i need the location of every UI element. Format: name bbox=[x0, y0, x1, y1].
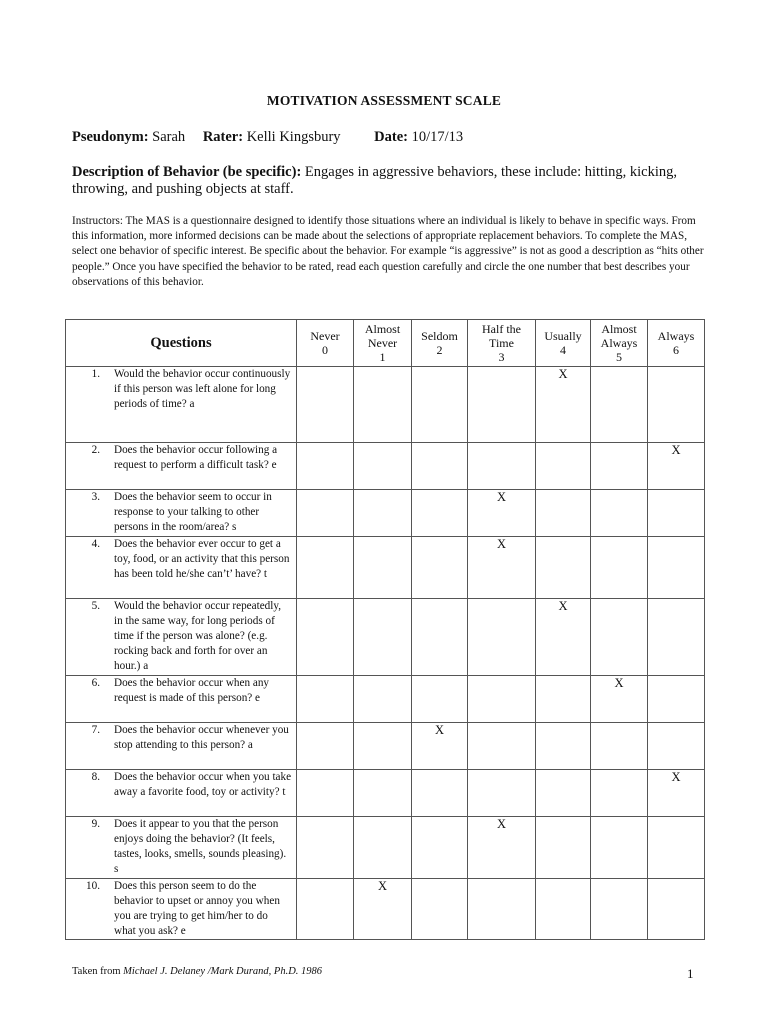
rating-cell-5[interactable] bbox=[591, 723, 648, 770]
rating-cell-1[interactable] bbox=[354, 879, 412, 940]
column-label: Seldom bbox=[421, 329, 458, 343]
question-text: Does the behavior occur whenever you stop attending to this person? a bbox=[114, 724, 289, 751]
question-number: 7. bbox=[91, 724, 100, 736]
question-cell bbox=[66, 723, 297, 770]
rater-value: Kelli Kingsbury bbox=[246, 129, 341, 145]
table-row bbox=[66, 676, 705, 723]
rating-cell-1[interactable] bbox=[354, 770, 412, 817]
date-label: Date: bbox=[374, 129, 408, 145]
rating-cell-5[interactable] bbox=[591, 676, 648, 723]
rating-mark: X bbox=[671, 770, 681, 784]
rating-cell-4[interactable] bbox=[536, 817, 591, 879]
assessment-table bbox=[65, 319, 705, 940]
footer-citation bbox=[72, 966, 322, 977]
question-text: Does the behavior occur following a request to perform a difficult task? e bbox=[114, 444, 278, 471]
rating-cell-5[interactable] bbox=[591, 879, 648, 940]
question-text: Would the behavior occur repeatedly, in the same way, for long periods of time if the person was alone? (e.g. rocking back and forth for over an hour.) a bbox=[114, 600, 282, 672]
question-cell bbox=[66, 599, 297, 676]
rating-cell-0[interactable] bbox=[297, 879, 354, 940]
question-number: 4. bbox=[91, 538, 100, 550]
rating-cell-1[interactable] bbox=[354, 443, 412, 490]
pseudonym-label: Pseudonym: bbox=[72, 129, 149, 145]
rating-cell-5[interactable] bbox=[591, 537, 648, 599]
rating-cell-3[interactable] bbox=[468, 817, 536, 879]
rating-cell-5[interactable] bbox=[591, 599, 648, 676]
footer-source: Michael J. Delaney /Mark Durand, Ph.D. 1986 bbox=[123, 966, 323, 977]
rating-cell-4[interactable] bbox=[536, 599, 591, 676]
rating-cell-1[interactable] bbox=[354, 599, 412, 676]
column-header-2 bbox=[412, 320, 468, 367]
rating-mark: X bbox=[496, 490, 507, 504]
instructions: Instructors: The MAS is a questionnaire designed to identify those situations where an individual is likely to behave in specific ways. From this information, more informed decisions can be made about the selections of appropriate replacement behaviors. To complete the MAS, select one behavior of specific interest. Be specific about the behavior. For example “is aggressive” is not as good a description as “hits other people.” Once you have specified the behavior to be rated, read each question carefully and circle the one number that best describes your observations of this behavior. bbox=[72, 215, 704, 288]
rating-cell-1[interactable] bbox=[354, 537, 412, 599]
table-header-row bbox=[66, 320, 705, 367]
column-label: Never bbox=[310, 329, 340, 343]
table-row bbox=[66, 599, 705, 676]
question-number: 9. bbox=[91, 818, 100, 830]
rating-cell-0[interactable] bbox=[297, 723, 354, 770]
rating-cell-6[interactable] bbox=[648, 490, 705, 537]
questions-header: Questions bbox=[66, 320, 297, 367]
question-text: Does the behavior seem to occur in response to your talking to other persons in the room/area? s bbox=[114, 491, 272, 533]
column-score: 2 bbox=[436, 343, 443, 357]
rating-cell-3[interactable] bbox=[468, 723, 536, 770]
rating-cell-2[interactable] bbox=[412, 723, 468, 770]
column-score: 3 bbox=[498, 350, 505, 364]
question-cell bbox=[66, 770, 297, 817]
rating-mark: X bbox=[671, 443, 681, 457]
rating-cell-3[interactable] bbox=[468, 537, 536, 599]
question-cell bbox=[66, 490, 297, 537]
rating-cell-6[interactable] bbox=[648, 676, 705, 723]
question-cell bbox=[66, 537, 297, 599]
rating-cell-2[interactable] bbox=[412, 676, 468, 723]
rating-cell-5[interactable] bbox=[591, 443, 648, 490]
rating-cell-3[interactable] bbox=[468, 443, 536, 490]
pseudonym-value: Sarah bbox=[152, 129, 186, 145]
question-text: Does it appear to you that the person enjoys doing the behavior? (It feels, tastes, looks, smells, sounds pleasing). s bbox=[114, 818, 287, 875]
rating-cell-0[interactable] bbox=[297, 490, 354, 537]
column-header-1 bbox=[354, 320, 412, 367]
rating-cell-3[interactable] bbox=[468, 879, 536, 940]
question-text: Would the behavior occur continuously if this person was left alone for long periods of time? a bbox=[114, 368, 291, 410]
rating-cell-0[interactable] bbox=[297, 770, 354, 817]
column-score: 1 bbox=[379, 350, 386, 364]
question-text: Does the behavior occur when you take away a favorite food, toy or activity? t bbox=[114, 771, 292, 798]
rating-cell-2[interactable] bbox=[412, 443, 468, 490]
rating-cell-0[interactable] bbox=[297, 676, 354, 723]
rating-cell-2[interactable] bbox=[412, 599, 468, 676]
column-score: 4 bbox=[560, 343, 566, 357]
rating-cell-1[interactable] bbox=[354, 490, 412, 537]
column-label: Half the Time bbox=[482, 322, 521, 350]
table-row bbox=[66, 879, 705, 940]
question-number: 6. bbox=[91, 677, 100, 689]
rating-cell-6[interactable] bbox=[648, 723, 705, 770]
question-cell bbox=[66, 367, 297, 443]
rating-cell-0[interactable] bbox=[297, 537, 354, 599]
question-cell bbox=[66, 817, 297, 879]
rating-cell-1[interactable] bbox=[354, 723, 412, 770]
table-row bbox=[66, 443, 705, 490]
question-number: 3. bbox=[91, 491, 100, 503]
rating-cell-5[interactable] bbox=[591, 490, 648, 537]
rating-cell-2[interactable] bbox=[412, 490, 468, 537]
rating-cell-6[interactable] bbox=[648, 537, 705, 599]
column-header-0 bbox=[297, 320, 354, 367]
rating-cell-4[interactable] bbox=[536, 676, 591, 723]
rating-cell-3[interactable] bbox=[468, 490, 536, 537]
rating-cell-3[interactable] bbox=[468, 770, 536, 817]
rating-cell-3[interactable] bbox=[468, 367, 536, 443]
rating-cell-6[interactable] bbox=[648, 443, 705, 490]
column-score: 5 bbox=[616, 350, 622, 364]
rating-cell-0[interactable] bbox=[297, 599, 354, 676]
question-cell bbox=[66, 443, 297, 490]
page-title: MOTIVATION ASSESSMENT SCALE bbox=[266, 93, 502, 108]
rating-cell-6[interactable] bbox=[648, 817, 705, 879]
question-text: Does the behavior ever occur to get a toy, food, or an activity that this person has been told he/she can’t’ have? t bbox=[114, 538, 290, 580]
rating-mark: X bbox=[434, 723, 445, 737]
rating-cell-4[interactable] bbox=[536, 367, 591, 443]
description-label: Description of Behavior (be specific): bbox=[72, 164, 302, 180]
description-text: Engages in aggressive behaviors, these include: hitting, kicking, throwing, and pushing objects at staff. bbox=[72, 164, 677, 197]
rating-cell-2[interactable] bbox=[412, 817, 468, 879]
rating-cell-3[interactable] bbox=[468, 599, 536, 676]
rating-cell-2[interactable] bbox=[412, 770, 468, 817]
date-value: 10/17/13 bbox=[411, 129, 464, 145]
behavior-description bbox=[72, 164, 712, 198]
question-text: Does this person seem to do the behavior to upset or annoy you when you are trying to get him/her to do what you ask? e bbox=[114, 880, 280, 937]
rating-cell-0[interactable] bbox=[297, 443, 354, 490]
question-number: 1. bbox=[91, 368, 100, 380]
header-meta bbox=[72, 129, 463, 146]
rating-cell-4[interactable] bbox=[536, 537, 591, 599]
rating-cell-4[interactable] bbox=[536, 879, 591, 940]
question-cell bbox=[66, 879, 297, 940]
column-score: 0 bbox=[322, 343, 328, 357]
question-number: 5. bbox=[91, 600, 100, 612]
rating-cell-0[interactable] bbox=[297, 817, 354, 879]
rating-cell-1[interactable] bbox=[354, 676, 412, 723]
rating-cell-2[interactable] bbox=[412, 537, 468, 599]
rating-cell-5[interactable] bbox=[591, 367, 648, 443]
table-row bbox=[66, 490, 705, 537]
column-label: Almost Always bbox=[600, 322, 638, 350]
column-header-4 bbox=[536, 320, 591, 367]
column-label: Usually bbox=[544, 329, 582, 343]
rating-cell-4[interactable] bbox=[536, 490, 591, 537]
question-number: 2. bbox=[91, 444, 100, 456]
column-label: Always bbox=[657, 329, 695, 343]
table-row bbox=[66, 367, 705, 443]
rating-cell-4[interactable] bbox=[536, 723, 591, 770]
rating-mark: X bbox=[558, 599, 568, 613]
rating-cell-6[interactable] bbox=[648, 367, 705, 443]
question-text: Does the behavior occur when any request is made of this person? e bbox=[114, 677, 270, 704]
rating-cell-6[interactable] bbox=[648, 770, 705, 817]
table-row bbox=[66, 770, 705, 817]
table-row bbox=[66, 537, 705, 599]
column-header-6 bbox=[648, 320, 705, 367]
column-label: Almost Never bbox=[364, 322, 401, 350]
rating-cell-0[interactable] bbox=[297, 367, 354, 443]
page-number: 1 bbox=[687, 966, 694, 981]
rating-cell-6[interactable] bbox=[648, 879, 705, 940]
rating-cell-5[interactable] bbox=[591, 817, 648, 879]
rating-mark: X bbox=[496, 537, 507, 551]
rating-cell-1[interactable] bbox=[354, 367, 412, 443]
column-header-5 bbox=[591, 320, 648, 367]
table-row bbox=[66, 817, 705, 879]
rating-cell-3[interactable] bbox=[468, 676, 536, 723]
rating-cell-4[interactable] bbox=[536, 770, 591, 817]
rating-cell-5[interactable] bbox=[591, 770, 648, 817]
rating-mark: X bbox=[614, 676, 624, 690]
question-number: 10. bbox=[86, 880, 100, 892]
rating-cell-2[interactable] bbox=[412, 367, 468, 443]
rating-cell-4[interactable] bbox=[536, 443, 591, 490]
column-score: 6 bbox=[673, 343, 679, 357]
column-header-3 bbox=[468, 320, 536, 367]
question-number: 8. bbox=[91, 771, 100, 783]
rating-mark: X bbox=[377, 879, 388, 893]
rating-cell-6[interactable] bbox=[648, 599, 705, 676]
rating-mark: X bbox=[558, 367, 568, 381]
rating-cell-2[interactable] bbox=[412, 879, 468, 940]
question-cell bbox=[66, 676, 297, 723]
rating-cell-1[interactable] bbox=[354, 817, 412, 879]
rating-mark: X bbox=[496, 817, 507, 831]
rater-label: Rater: bbox=[202, 129, 244, 145]
table-row bbox=[66, 723, 705, 770]
footer-prefix: Taken from bbox=[72, 966, 124, 977]
